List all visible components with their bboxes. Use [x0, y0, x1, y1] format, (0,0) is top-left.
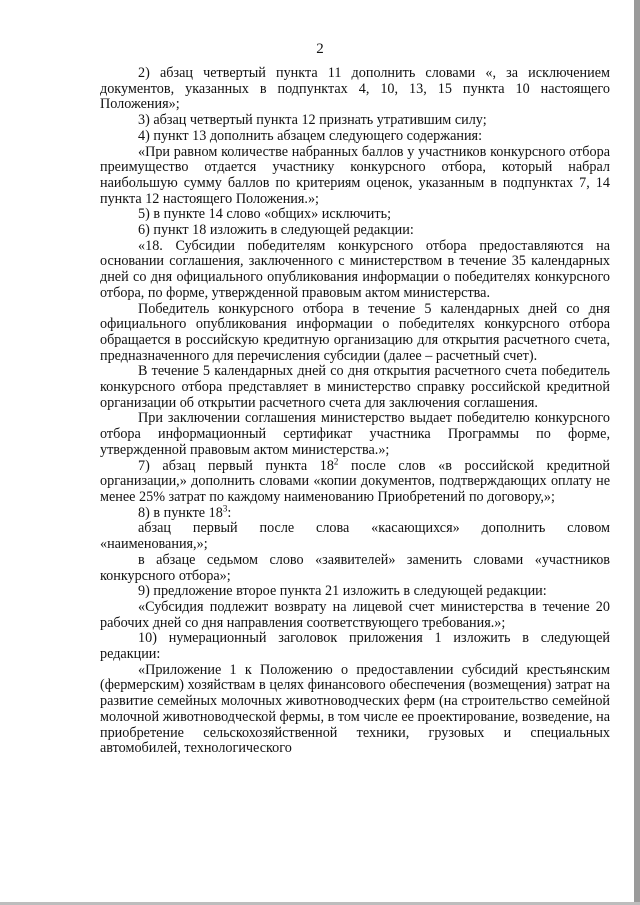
paragraph: 4) пункт 13 дополнить абзацем следующего содержания:	[138, 127, 483, 144]
paragraph: «Приложение 1 к Положению о предоставлении субсидий крестьянским (фермерским) хозяйствам в целях финансового обеспечения (возмещения) затрат на развитие семейных молочных животноводческих ферм (на строительство семейной молочной животноводческой фермы, в том числе ее проектирование, возведение, на приобретение сельскохозяйственной техники, грузовых и специальных автомобилей, технологического	[100, 661, 610, 757]
paragraph: «18. Субсидии победителям конкурсного отбора предоставляются на основании соглашения, заключенного с министерством в течение 35 календарных дней со дня официального опубликования информации о победителях конкурсного отбора, по форме, утвержденной правовым актом министерства.	[100, 237, 610, 301]
paragraph	[100, 455, 610, 506]
scan-edge	[634, 0, 640, 905]
paragraph: «При равном количестве набранных баллов у участников конкурсного отбора преимущество отдается участнику конкурсного отбора, который набрал наибольшую сумму баллов по критериям оценок, указанным в подпунктах 7, 14 пункта 12 настоящего Положения.»;	[100, 143, 610, 207]
paragraph-text: :	[227, 504, 232, 521]
page-number: 2	[316, 41, 324, 57]
superscript: 2	[333, 455, 339, 466]
paragraph: Победитель конкурсного отбора в течение 5 календарных дней со дня официального опубликования информации о победителях конкурсного отбора обращается в российскую кредитную организацию для открытия расчетного счета, предназначенного для перечисления субсидии (далее – расчетный счет).	[100, 300, 610, 364]
paragraph: 9) предложение второе пункта 21 изложить в следующей редакции:	[138, 583, 547, 600]
paragraph: абзац первый после слова «касающихся» дополнить словом «наименования,»;	[100, 520, 610, 553]
paragraph-text: после слов «в российской кредитной организации,» дополнить словами «копии документов, подтверждающих оплату не менее 25% затрат по каждому наименованию Приобретений по договору,»;	[100, 457, 610, 505]
paragraph: 2) абзац четвертый пункта 11 дополнить словами «, за исключением документов, указанных в подпунктах 4, 10, 13, 15 пункта 10 настоящего Положения»;	[100, 65, 610, 113]
superscript: 3	[222, 502, 228, 513]
paragraph: 3) абзац четвертый пункта 12 признать утратившим силу;	[138, 112, 487, 129]
paragraph: «Субсидия подлежит возврату на лицевой счет министерства в течение 20 рабочих дней со дня направления соответствующего требования.»;	[100, 598, 610, 631]
paragraph: 6) пункт 18 изложить в следующей редакции:	[138, 222, 414, 239]
paragraph: в абзаце седьмом слово «заявителей» заменить словами «участников конкурсного отбора»;	[100, 551, 610, 584]
paragraph-text: 8) в пункте 18	[138, 504, 223, 521]
paragraph: В течение 5 календарных дней со дня открытия расчетного счета победитель конкурсного отбора представляет в министерство справку российской кредитной организации об открытии расчетного счета для заключения соглашения.	[100, 363, 610, 411]
document-body	[100, 66, 610, 757]
paragraph	[100, 502, 610, 522]
paragraph-text: 7) абзац первый пункта 18	[138, 457, 334, 474]
paragraph: При заключении соглашения министерство выдает победителю конкурсного отбора информационный сертификат участника Программы по форме, утвержденной правовым актом министерства.»;	[100, 410, 610, 458]
paragraph: 10) нумерационный заголовок приложения 1 изложить в следующей редакции:	[100, 630, 610, 663]
paragraph: 5) в пункте 14 слово «общих» исключить;	[138, 206, 392, 223]
